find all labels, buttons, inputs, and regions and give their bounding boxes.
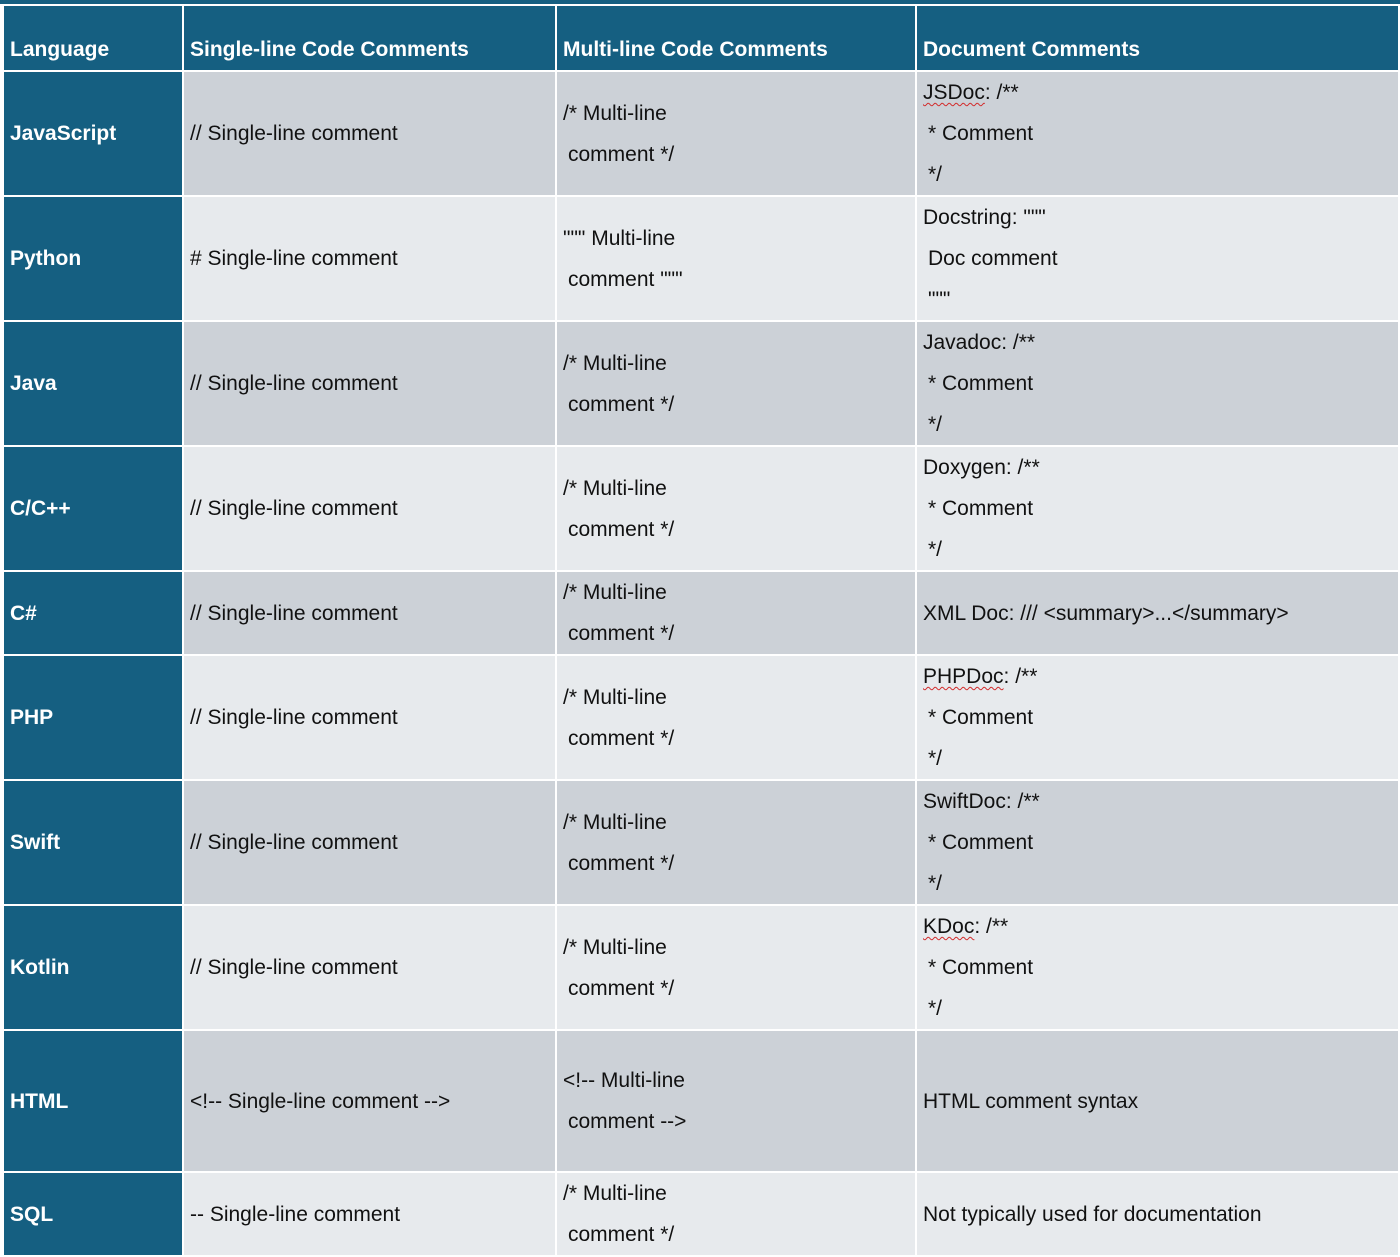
single-line-cell: <!-- Single-line comment --> (183, 1030, 556, 1172)
document-comment-cell (916, 196, 1399, 321)
single-line-cell: // Single-line comment (183, 71, 556, 196)
document-comment-text: HTML comment syntax (923, 1089, 1139, 1113)
document-comment-text (923, 593, 1392, 634)
language-cell: Python (3, 196, 183, 321)
document-comment-text (923, 906, 1392, 947)
table-body (3, 71, 1399, 1256)
document-comment-text: */ (928, 413, 943, 436)
table-row (3, 446, 1399, 571)
doc-syntax: : /** (1005, 790, 1040, 813)
multi-line-text: /* Multi-line (563, 581, 667, 604)
multi-line-text: comment */ (568, 392, 675, 416)
document-comment-text (923, 197, 1392, 238)
single-line-cell: // Single-line comment (183, 571, 556, 655)
table-row (3, 1172, 1399, 1256)
document-comment-cell (916, 1030, 1399, 1172)
doc-tool-name: Doxygen (923, 456, 1006, 479)
document-comment-text: * Comment (928, 372, 1034, 395)
document-comment-text: */ (928, 163, 943, 186)
table-row (3, 1030, 1399, 1172)
single-line-cell: // Single-line comment (183, 446, 556, 571)
header-multi-line: Multi-line Code Comments (556, 5, 916, 71)
multi-line-text: comment */ (568, 851, 675, 875)
document-comment-text: * Comment (928, 831, 1034, 854)
multi-line-text: /* Multi-line (563, 935, 667, 959)
language-cell: C# (3, 571, 183, 655)
multi-line-text: /* Multi-line (563, 476, 667, 500)
document-comment-text: */ (928, 747, 943, 770)
language-cell: Kotlin (3, 905, 183, 1030)
table-row (3, 71, 1399, 196)
multi-line-cell (556, 905, 916, 1030)
document-comment-cell (916, 321, 1399, 446)
multi-line-cell (556, 655, 916, 780)
table-row (3, 905, 1399, 1030)
document-comment-text: */ (928, 538, 943, 561)
document-comment-text: */ (928, 872, 943, 895)
multi-line-cell (556, 1030, 916, 1172)
multi-line-text: comment */ (568, 142, 675, 166)
single-line-cell: // Single-line comment (183, 655, 556, 780)
doc-syntax: : /** (1003, 665, 1038, 688)
doc-syntax: : /// <summary>...</summary> (1008, 601, 1289, 625)
multi-line-text: comment --> (568, 1110, 687, 1133)
multi-line-cell (556, 571, 916, 655)
doc-syntax: : """ (1011, 206, 1046, 229)
document-comment-cell (916, 571, 1399, 655)
document-comment-text: */ (928, 997, 943, 1020)
doc-syntax: : /** (984, 81, 1019, 104)
doc-tool-name: PHPDoc (923, 665, 1004, 688)
document-comment-text (923, 781, 1392, 822)
multi-line-text: comment */ (568, 726, 675, 750)
document-comment-text (923, 656, 1392, 697)
doc-syntax: : /** (1005, 456, 1040, 479)
doc-tool-name: SwiftDoc (923, 790, 1006, 813)
document-comment-cell (916, 655, 1399, 780)
doc-syntax: : /** (1001, 331, 1036, 354)
header-language: Language (3, 5, 183, 71)
document-comment-text: * Comment (928, 497, 1034, 520)
doc-tool-name: Javadoc (923, 331, 1002, 354)
comment-syntax-table (2, 4, 1400, 1257)
language-cell: JavaScript (3, 71, 183, 196)
multi-line-cell (556, 780, 916, 905)
table-row (3, 196, 1399, 321)
document-comment-text: Doc comment (928, 247, 1058, 270)
table-row (3, 780, 1399, 905)
multi-line-text: comment */ (568, 517, 675, 541)
document-comment-text: * Comment (928, 706, 1034, 729)
language-cell: SQL (3, 1172, 183, 1256)
table-row (3, 321, 1399, 446)
document-comment-text: * Comment (928, 956, 1034, 979)
single-line-cell: # Single-line comment (183, 196, 556, 321)
single-line-cell: -- Single-line comment (183, 1172, 556, 1256)
multi-line-text: /* Multi-line (563, 810, 667, 834)
multi-line-text: /* Multi-line (563, 101, 667, 125)
language-cell: C/C++ (3, 446, 183, 571)
document-comment-text (923, 447, 1392, 488)
multi-line-text: <!-- Multi-line (563, 1069, 685, 1092)
multi-line-cell (556, 196, 916, 321)
doc-tool-name: XML Doc (923, 601, 1009, 625)
multi-line-text: comment */ (568, 1223, 675, 1246)
document-comment-text: Not typically used for documentation (923, 1202, 1262, 1226)
document-comment-text (923, 72, 1392, 113)
multi-line-text: /* Multi-line (563, 685, 667, 709)
document-comment-text (923, 322, 1392, 363)
language-cell: Swift (3, 780, 183, 905)
document-comment-cell (916, 446, 1399, 571)
multi-line-cell (556, 71, 916, 196)
document-comment-cell (916, 905, 1399, 1030)
single-line-cell: // Single-line comment (183, 321, 556, 446)
multi-line-text: /* Multi-line (563, 1182, 667, 1205)
header-single-line: Single-line Code Comments (183, 5, 556, 71)
language-cell: Java (3, 321, 183, 446)
doc-tool-name: KDoc (923, 915, 975, 938)
single-line-cell: // Single-line comment (183, 905, 556, 1030)
language-cell: HTML (3, 1030, 183, 1172)
multi-line-text: """ Multi-line (563, 226, 676, 250)
document-comment-cell (916, 780, 1399, 905)
multi-line-text: /* Multi-line (563, 351, 667, 375)
doc-tool-name: JSDoc (923, 81, 985, 104)
table-row (3, 571, 1399, 655)
multi-line-cell (556, 446, 916, 571)
header-document: Document Comments (916, 5, 1399, 71)
multi-line-text: comment */ (568, 976, 675, 1000)
document-comment-text: """ (928, 288, 951, 311)
multi-line-text: comment */ (568, 622, 675, 645)
multi-line-cell (556, 1172, 916, 1256)
header-row (3, 5, 1399, 71)
document-comment-cell (916, 1172, 1399, 1256)
document-comment-cell (916, 71, 1399, 196)
document-comment-text: * Comment (928, 122, 1034, 145)
doc-tool-name: Docstring (923, 206, 1012, 229)
table-row (3, 655, 1399, 780)
single-line-cell: // Single-line comment (183, 780, 556, 905)
multi-line-text: comment """ (568, 267, 683, 291)
doc-syntax: : /** (974, 915, 1009, 938)
language-cell: PHP (3, 655, 183, 780)
multi-line-cell (556, 321, 916, 446)
